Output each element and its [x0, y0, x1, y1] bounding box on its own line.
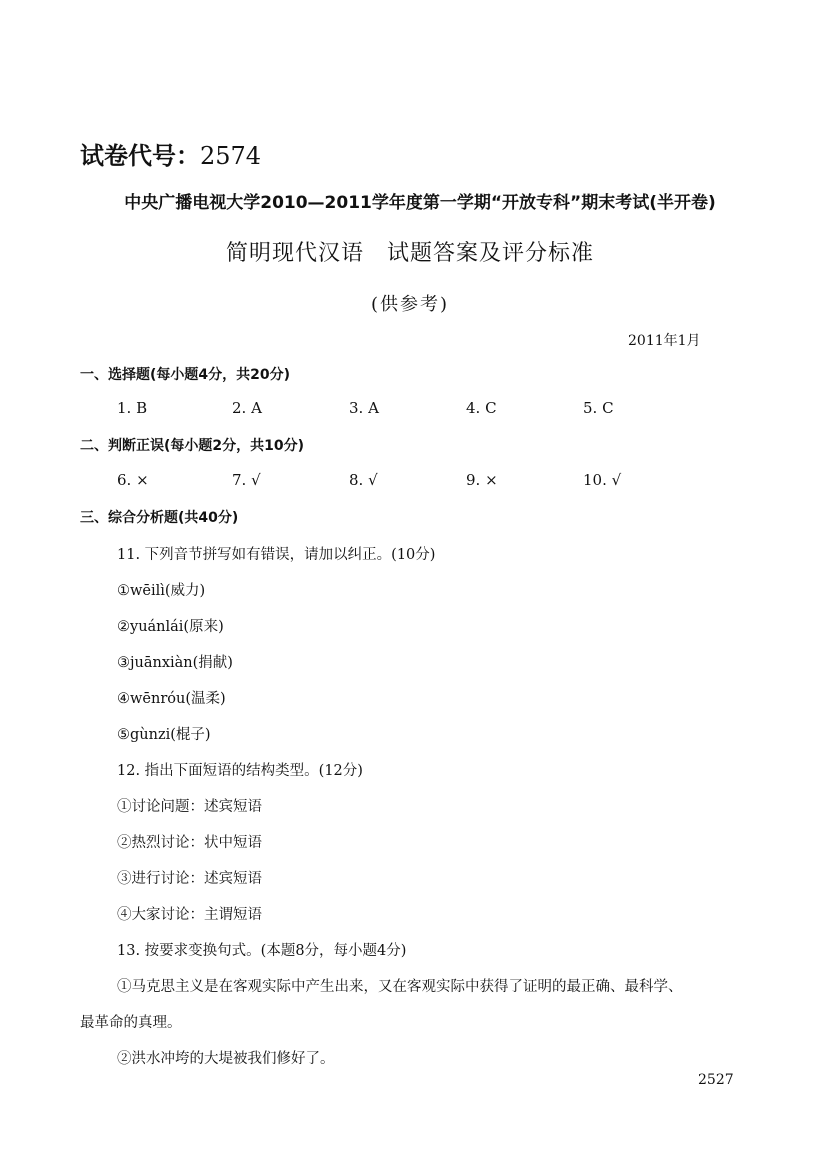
- list-item: ①讨论问题：述宾短语: [117, 799, 262, 815]
- list-item: ①wēilì(威力): [117, 583, 206, 599]
- list-item: ③进行讨论：述宾短语: [117, 871, 262, 887]
- list-item-continuation: 最革命的真理。: [80, 1015, 182, 1031]
- list-item: ⑤gùnzi(棍子): [117, 727, 211, 743]
- reference-note: (供参考): [370, 294, 450, 315]
- answer-item: 5. C: [583, 399, 614, 417]
- section-heading-true-false: 二、判断正误(每小题2分，共10分): [80, 438, 305, 454]
- list-item: ②yuánlái(原来): [117, 619, 224, 635]
- page-number: 2527: [698, 1072, 734, 1088]
- answer-item: 8. √: [349, 471, 378, 489]
- exam-date: 2011年1月: [628, 333, 701, 349]
- paper-code-number: 2574: [200, 142, 262, 170]
- question-11-prompt: 11. 下列音节拼写如有错误，请加以纠正。(10分): [117, 547, 436, 563]
- list-item: ④wēnróu(温柔): [117, 691, 226, 707]
- paper-code: [80, 136, 261, 171]
- list-item: ②热烈讨论：状中短语: [117, 835, 262, 851]
- answer-item: 9. ×: [466, 471, 498, 489]
- answer-item: 10. √: [583, 471, 622, 489]
- list-item: ①马克思主义是在客观实际中产生出来，又在客观实际中获得了证明的最正确、最科学、: [117, 979, 683, 995]
- answer-item: 3. A: [349, 399, 379, 417]
- document-title: 简明现代汉语 试题答案及评分标准: [225, 241, 594, 266]
- paper-code-label: 试卷代号：: [80, 142, 200, 170]
- list-item: ②洪水冲垮的大堤被我们修好了。: [117, 1051, 335, 1067]
- section-heading-analysis: 三、综合分析题(共40分): [80, 510, 239, 526]
- list-item: ③juānxiàn(捐献): [117, 655, 233, 671]
- question-13-prompt: 13. 按要求变换句式。(本题8分，每小题4分): [117, 943, 407, 959]
- exam-title: 中央广播电视大学2010—2011学年度第一学期“开放专科”期末考试(半开卷): [124, 193, 716, 213]
- answer-item: 2. A: [232, 399, 262, 417]
- answer-item: 7. √: [232, 471, 261, 489]
- answer-item: 1. B: [117, 399, 148, 417]
- question-12-prompt: 12. 指出下面短语的结构类型。(12分): [117, 763, 363, 779]
- answer-item: 6. ×: [117, 471, 149, 489]
- section-heading-multiple-choice: 一、选择题(每小题4分，共20分): [80, 367, 291, 383]
- answer-item: 4. C: [466, 399, 497, 417]
- list-item: ④大家讨论：主谓短语: [117, 907, 262, 923]
